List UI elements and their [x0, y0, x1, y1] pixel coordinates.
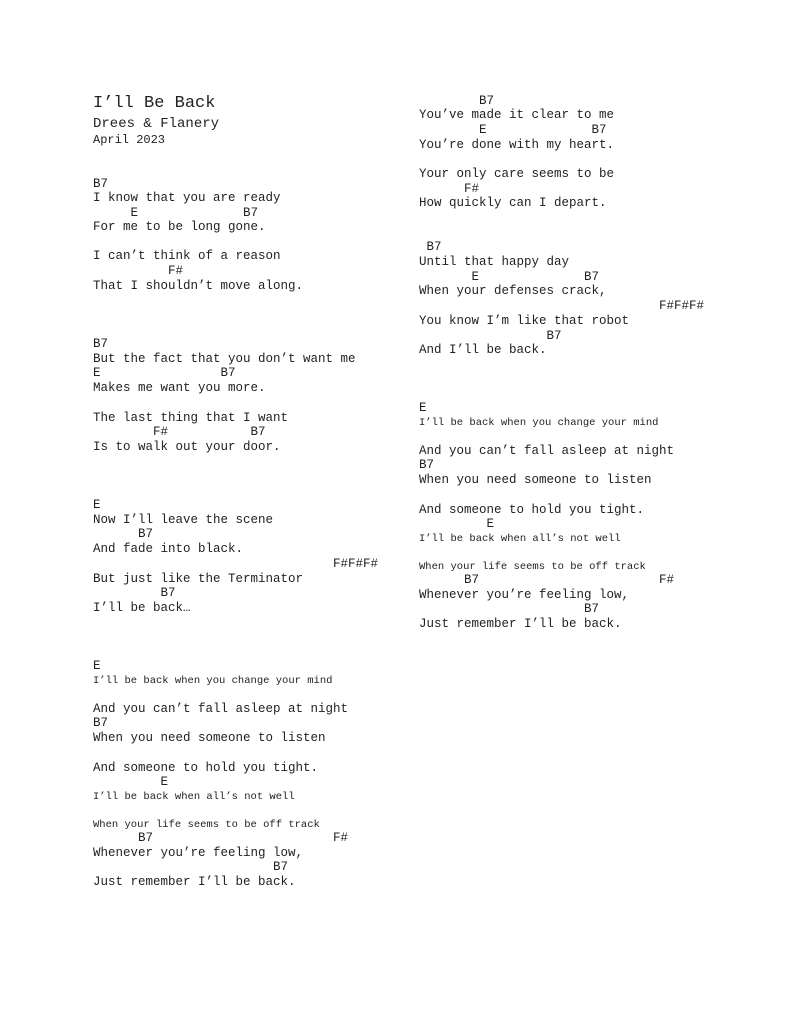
chord-line: B7	[419, 94, 495, 108]
lyric-line: But the fact that you don’t want me	[93, 352, 356, 366]
chord-line: E B7	[93, 366, 236, 380]
chord-line: E	[419, 517, 495, 531]
chord-line: B7	[93, 586, 176, 600]
chord-line: B7	[419, 458, 435, 472]
lyric-line: I know that you are ready	[93, 191, 281, 205]
chord-line: B7	[93, 527, 154, 541]
lyric-line: And I’ll be back.	[419, 343, 547, 357]
lyric-line: When your life seems to be off track	[93, 819, 320, 831]
lyric-line: When your life seems to be off track	[419, 561, 646, 573]
chord-line: F#F#F#	[93, 557, 379, 571]
lyric-line: Whenever you’re feeling low,	[93, 846, 304, 860]
chord-line: B7	[93, 337, 109, 351]
chord-line: E	[93, 775, 169, 789]
chord-line: B7	[419, 240, 442, 254]
lyric-line: I’ll be back…	[93, 601, 191, 615]
lyric-line: That I shouldn’t move along.	[93, 279, 304, 293]
lyric-line: I’ll be back when all’s not well	[93, 791, 295, 803]
chord-line: E	[419, 401, 427, 415]
lyric-line: Your only care seems to be	[419, 167, 615, 181]
lyric-line: Is to walk out your door.	[93, 440, 281, 454]
lyric-line: And someone to hold you tight.	[93, 761, 319, 775]
song-authors: Drees & Flanery	[93, 116, 220, 132]
lyric-line: But just like the Terminator	[93, 572, 304, 586]
lyric-line: And you can’t fall asleep at night	[93, 702, 349, 716]
lyric-line: I’ll be back when all’s not well	[419, 533, 621, 545]
chord-line: B7	[419, 329, 562, 343]
lyric-line: I’ll be back when you change your mind	[419, 417, 659, 429]
lyric-line: And fade into black.	[93, 542, 244, 556]
chord-line: B7	[419, 602, 600, 616]
chord-line: E	[93, 498, 101, 512]
chord-line: E B7	[93, 206, 259, 220]
chord-line: F#	[93, 264, 184, 278]
lyric-line: You know I’m like that robot	[419, 314, 630, 328]
chord-line: B7	[93, 177, 109, 191]
lyric-line: Makes me want you more.	[93, 381, 266, 395]
lyric-line: And someone to hold you tight.	[419, 503, 645, 517]
chord-line: E B7	[419, 270, 600, 284]
lyric-line: You’ve made it clear to me	[419, 108, 615, 122]
lyric-line: Now I’ll leave the scene	[93, 513, 274, 527]
lyric-line: When you need someone to listen	[93, 731, 326, 745]
chord-line: E B7	[419, 123, 607, 137]
chord-line: B7	[93, 860, 289, 874]
lyric-line: And you can’t fall asleep at night	[419, 444, 675, 458]
chord-line: E	[93, 659, 101, 673]
lyric-line: You’re done with my heart.	[419, 138, 615, 152]
chord-line: B7	[93, 716, 109, 730]
chord-line: B7 F#	[419, 573, 675, 587]
song-date: April 2023	[93, 133, 166, 147]
chord-line: B7 F#	[93, 831, 349, 845]
lyric-line: Just remember I’ll be back.	[419, 617, 622, 631]
lyric-line: Whenever you’re feeling low,	[419, 588, 630, 602]
lyric-line: Until that happy day	[419, 255, 570, 269]
lyric-line: Just remember I’ll be back.	[93, 875, 296, 889]
lyric-line: When you need someone to listen	[419, 473, 652, 487]
chord-line: F# B7	[93, 425, 266, 439]
chord-line: F#F#F#	[419, 299, 705, 313]
lyric-line: The last thing that I want	[93, 411, 289, 425]
song-title: I’ll Be Back	[93, 94, 216, 113]
lyric-line: For me to be long gone.	[93, 220, 266, 234]
lyric-line: How quickly can I depart.	[419, 196, 607, 210]
chord-line: F#	[419, 182, 480, 196]
lyric-line: When your defenses crack,	[419, 284, 607, 298]
lyric-line: I can’t think of a reason	[93, 249, 281, 263]
lyric-line: I’ll be back when you change your mind	[93, 675, 333, 687]
